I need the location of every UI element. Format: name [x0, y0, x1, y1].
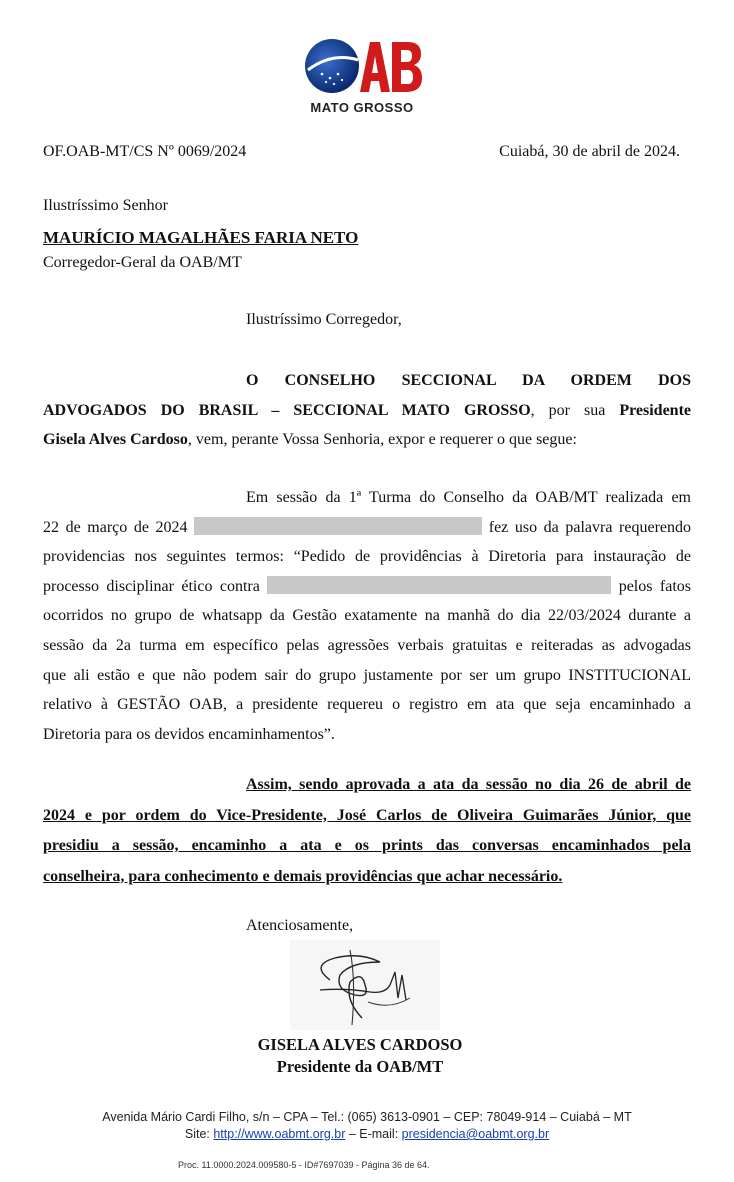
redacted-name — [267, 576, 611, 594]
signer-block — [0, 1034, 720, 1078]
redacted-name — [194, 517, 482, 535]
intro-president-label: Presidente — [619, 401, 691, 419]
footer-address: Avenida Mário Cardi Filho, s/n – CPA – Tel.: (065) 3613-0901 – CEP: 78049-914 – Cuiabá – MT — [102, 1110, 632, 1124]
body-line: ocorridos no grupo de whatsapp da Gestão exatamente na manhã do dia 22/03/2024 durante a — [43, 607, 691, 625]
body-line: fez uso da palavra requerendo — [488, 518, 691, 536]
email-link[interactable]: presidencia@oabmt.org.br — [401, 1127, 550, 1141]
date-place: Cuiabá, 30 de abril de 2024. — [499, 143, 680, 160]
body-line: Em sessão da 1ª Turma do Conselho da OAB/MT realizada em — [246, 489, 691, 506]
body-line: processo disciplinar ético contra — [43, 577, 260, 595]
body-line: sessão da 2a turma em específico pelas agressões verbais gratuitas e reiteradas as advogadas — [43, 636, 691, 654]
recipient-role: Corregedor-Geral da OAB/MT — [43, 254, 242, 271]
closing-line: conselheira, para conhecimento e demais providências que achar necessário. — [43, 867, 563, 885]
intro-text: , por sua — [530, 401, 620, 419]
body-paragraph — [43, 483, 691, 749]
site-label: Site: — [184, 1127, 214, 1141]
footer-contacts — [0, 1126, 734, 1143]
handwritten-signature — [290, 940, 440, 1030]
closing-line: presidiu a sessão, encaminho a ata e os prints das conversas encaminhados pela — [43, 837, 691, 854]
recipient-salutation: Ilustríssimo Senhor — [43, 197, 168, 214]
body-line: 22 de março de 2024 — [43, 518, 188, 536]
email-label: – E-mail: — [345, 1127, 402, 1141]
intro-president-name: Gisela Alves Cardoso — [43, 431, 188, 449]
svg-text:OAB — [300, 21, 334, 38]
greeting: Ilustríssimo Corregedor, — [246, 311, 402, 328]
logo-subtitle: MATO GROSSO — [310, 100, 414, 115]
closing-line: 2024 e por ordem do Vice-Presidente, José Carlos de Oliveira Guimarães Júnior, que — [43, 806, 691, 824]
intro-request: , vem, perante Vossa Senhoria, expor e requerer o que segue: — [187, 431, 577, 449]
intro-paragraph — [43, 366, 691, 455]
signer-title: Presidente da OAB/MT — [276, 1057, 444, 1076]
site-link[interactable]: http://www.oabmt.org.br — [213, 1127, 346, 1141]
recipient-name: MAURÍCIO MAGALHÃES FARIA NETO — [43, 228, 359, 247]
intro-entity: ADVOGADOS DO BRASIL – SECCIONAL MATO GROSSO — [43, 401, 531, 419]
signer-name: GISELA ALVES CARDOSO — [257, 1035, 463, 1054]
body-line: providencias nos seguintes termos: “Pedido de providências à Diretoria para instauração de — [43, 548, 691, 566]
footer — [0, 1109, 734, 1143]
reference-number: OF.OAB-MT/CS Nº 0069/2024 — [43, 143, 247, 160]
closing-paragraph — [43, 770, 691, 892]
process-stamp: Proc. 11.0000.2024.009580-5 - ID#7697039 - Página 36 de 64. — [178, 1160, 430, 1170]
logo-wordmark: OAB — [300, 21, 334, 38]
closing-line: Assim, sendo aprovada a ata da sessão no dia 26 de abril de — [246, 776, 691, 793]
signoff: Atenciosamente, — [246, 917, 354, 934]
body-line: pelos fatos — [618, 577, 691, 595]
body-line: Diretoria para os devidos encaminhamentos”. — [43, 725, 335, 743]
intro-line-1: O CONSELHO SECCIONAL DA ORDEM DOS — [246, 372, 691, 389]
body-line: que ali estão e que não podem sair do grupo justamente por ser um grupo INSTITUCIONAL — [43, 666, 691, 684]
body-line: relativo à GESTÃO OAB, a presidente requereu o registro em ata que seja encaminhado a — [43, 696, 691, 714]
